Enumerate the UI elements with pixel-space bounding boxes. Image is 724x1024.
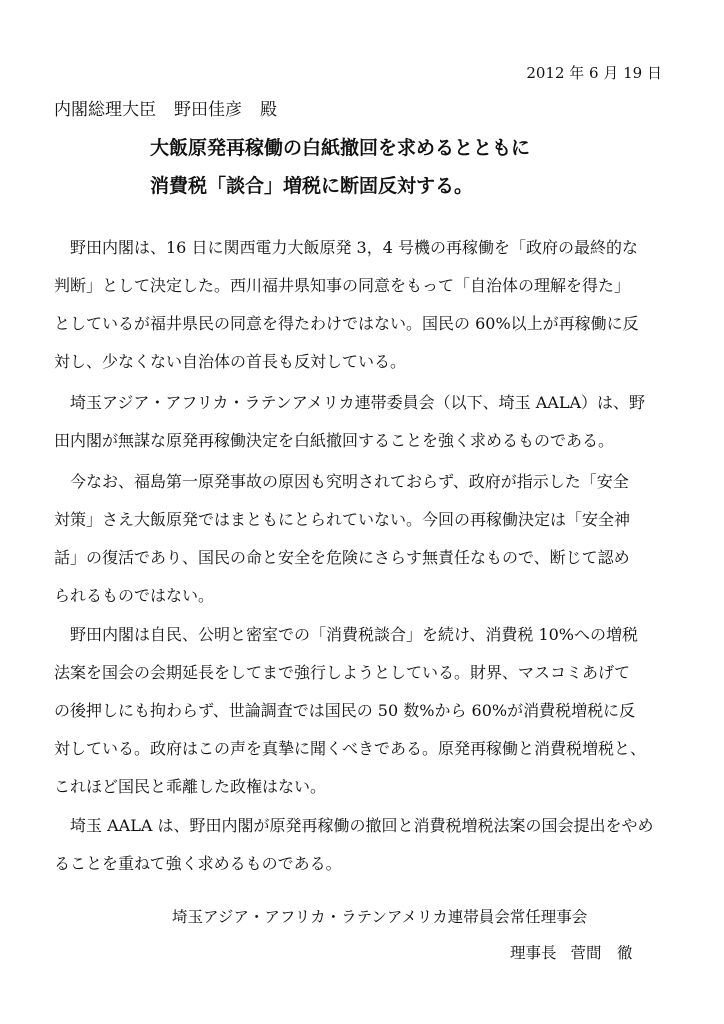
body-line: 法案を国会の会期延長をしてまで強行しようとしている。財界、マスコミあげて [54,663,631,682]
body-line: これほど国民と乖離した政権はない。 [54,777,327,796]
body-line: 埼玉アジア・アフリカ・ラテンアメリカ連帯委員会（以下、埼玉 AALA）は、野 [54,393,646,412]
signature-name: 菅間 徹 [570,944,633,962]
signature-organization: 埼玉アジア・アフリカ・ラテンアメリカ連帯員会常任理事会 [172,908,588,926]
body-line: 今なお、福島第一原発事故の原因も究明されておらず、政府が指示した「安全 [54,472,629,491]
addressee-name: 野田佳彦 [174,100,242,120]
body-line: 対策」さえ大飯原発ではまともにとられていない。今回の再稼働決定は「安全神 [54,510,631,529]
body-line: 野田内閣は自民、公明と密室での「消費税談合」を続け、消費税 10%への増税 [54,625,639,644]
addressee-title: 内閣総理大臣 [54,100,156,120]
body-line: 判断」として決定した。西川福井県知事の同意をもって「自治体の理解を得た」 [54,276,631,295]
heading-line-2: 消費税「談合」増税に断固反対する。 [150,175,474,197]
signature-role: 理事長 [510,944,557,962]
addressee [54,95,295,120]
body-line: 田内閣が無謀な原発再稼働決定を白紙撤回することを強く求めるものである。 [54,431,615,450]
signature-block [510,941,647,963]
body-line: 話」の復活であり、国民の命と安全を危険にさらす無責任なもので、断じて認め [54,548,630,567]
body-line: 対し、少なくない自治体の首長も反対している。 [54,352,407,371]
body-line: の後押しにも拘わらず、世論調査では国民の 50 数%から 60%が消費税増税に反 [54,701,636,720]
body-line: ることを重ねて強く求めるものである。 [54,854,342,873]
body-line: 対している。政府はこの声を真摯に聞くべきである。原発再稼働と消費税増税と、 [54,739,647,758]
body-line: 野田内閣は、16 日に関西電力大飯原発 3，4 号機の再稼働を「政府の最終的な [54,238,638,257]
document-date: 2012 年 6 月 19 日 [526,64,662,82]
body-line: としているが福井県民の同意を得たわけではない。国民の 60%以上が再稼働に反 [54,314,639,333]
heading-line-1: 大飯原発再稼働の白紙撤回を求めるとともに [150,137,531,159]
body-line: られるものではない。 [54,586,215,605]
addressee-honorific: 殿 [260,100,277,120]
body-line: 埼玉 AALA は、野田内閣が原発再稼働の撤回と消費税増税法案の国会提出をやめ [54,816,654,835]
